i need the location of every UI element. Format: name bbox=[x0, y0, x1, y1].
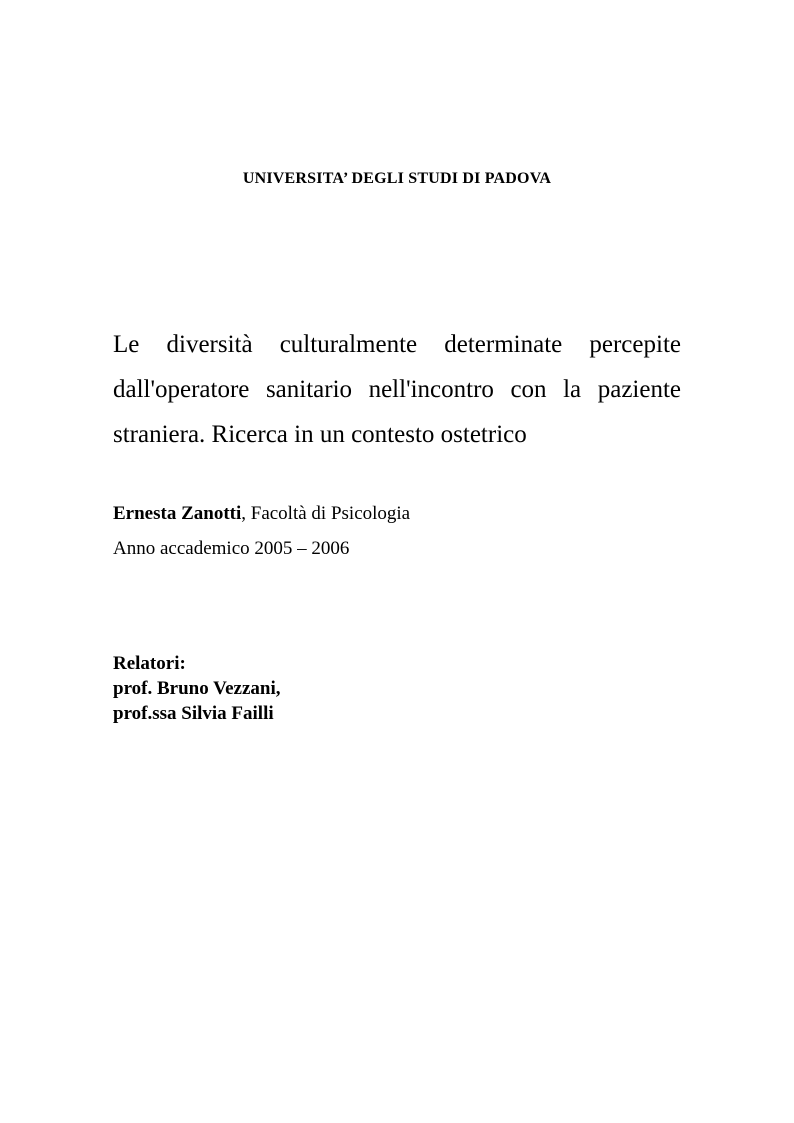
thesis-title-line: straniera. Ricerca in un contesto ostetrico bbox=[113, 421, 527, 448]
thesis-title-line: Le diversità culturalmente determinate percepite bbox=[113, 331, 681, 358]
thesis-title-line: dall'operatore sanitario nell'incontro con la paziente bbox=[113, 376, 681, 403]
author-line bbox=[113, 503, 410, 525]
supervisors-label: Relatori: bbox=[113, 653, 186, 674]
thesis-title bbox=[113, 322, 681, 457]
university-heading: UNIVERSITA’ DEGLI STUDI DI PADOVA bbox=[242, 170, 552, 187]
author-faculty: , Facoltà di Psicologia bbox=[241, 503, 411, 524]
author-name: Ernesta Zanotti bbox=[113, 503, 242, 524]
academic-year: Anno accademico 2005 – 2006 bbox=[113, 538, 350, 559]
supervisor-name: prof.ssa Silvia Failli bbox=[113, 703, 274, 724]
supervisor-name: prof. Bruno Vezzani, bbox=[113, 678, 281, 699]
supervisors-block bbox=[113, 651, 281, 726]
